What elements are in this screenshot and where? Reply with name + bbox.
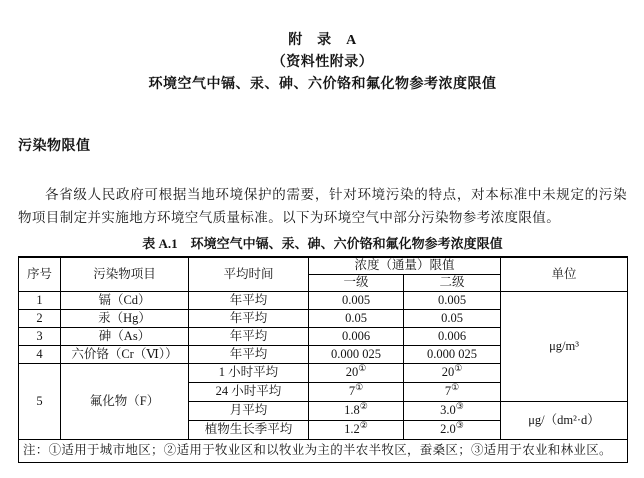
level1-value-cell: 0.05: [309, 309, 404, 327]
col-header-avg-time: 平均时间: [189, 257, 309, 291]
avg-time-cell: 年平均: [189, 327, 309, 345]
footnote-marker: ①: [451, 381, 460, 392]
footnote-marker: ②: [359, 400, 368, 411]
pollutant-cell: 汞（Hg）: [61, 309, 189, 327]
col-header-index: 序号: [19, 257, 61, 291]
level1-value-cell: 1.2②: [309, 420, 404, 439]
footnote-marker: ③: [455, 400, 464, 411]
pollutant-cell: 氟化物（F）: [61, 363, 189, 439]
avg-time-cell: 24 小时平均: [189, 382, 309, 401]
level2-value-cell: 2.0③: [404, 420, 501, 439]
col-header-level1: 一级: [309, 274, 404, 291]
avg-time-cell: 年平均: [189, 345, 309, 363]
limits-table: [18, 256, 628, 463]
avg-time-cell: 年平均: [189, 309, 309, 327]
level1-value-cell: 1.8②: [309, 401, 404, 420]
col-header-limit-group: 浓度（通量）限值: [309, 257, 501, 274]
header-row-1: [19, 257, 628, 274]
table-row-cadmium: [19, 291, 628, 309]
col-header-pollutant: 污染物项目: [61, 257, 189, 291]
footnote-marker: ①: [358, 362, 367, 373]
unit-cell-flux: μg/（dm²·d）: [501, 401, 628, 439]
pollutant-cell: 砷（As）: [61, 327, 189, 345]
avg-time-cell: 年平均: [189, 291, 309, 309]
table-note-row: [19, 439, 628, 462]
level1-value-cell: 20①: [309, 363, 404, 382]
level2-value-cell: 3.0③: [404, 401, 501, 420]
index-cell: 1: [19, 291, 61, 309]
appendix-subtitle: （资料性附录）: [271, 55, 374, 70]
appendix-title: 附 录 A: [288, 33, 357, 48]
level2-value-cell: 0.000 025: [404, 345, 501, 363]
avg-time-cell: 植物生长季平均: [189, 420, 309, 439]
appendix-heading: 环境空气中镉、汞、砷、六价铬和氟化物参考浓度限值: [148, 77, 497, 92]
avg-time-cell: 月平均: [189, 401, 309, 420]
title-block: [18, 30, 627, 96]
level1-value-cell: 0.000 025: [309, 345, 404, 363]
level2-value-cell: 0.05: [404, 309, 501, 327]
footnote-marker: ①: [454, 362, 463, 373]
level1-value-cell: 7①: [309, 382, 404, 401]
footnote-marker: ②: [359, 419, 368, 430]
index-cell: 5: [19, 363, 61, 439]
body-paragraph: 各省级人民政府可根据当地环境保护的需要，针对环境污染的特点，对本标准中未规定的污染物项目制定并实施地方环境空气质量标准。以下为环境空气中部分污染物参考浓度限值。: [18, 187, 627, 225]
level2-value-cell: 20①: [404, 363, 501, 382]
level1-value-cell: 0.006: [309, 327, 404, 345]
unit-cell-mass: μg/m³: [501, 291, 628, 401]
level2-value-cell: 7①: [404, 382, 501, 401]
table-note: 注：①适用于城市地区；②适用于牧业区和以牧业为主的半农半牧区，蚕桑区；③适用于农业和林业区。: [19, 439, 628, 462]
index-cell: 2: [19, 309, 61, 327]
level1-value-cell: 0.005: [309, 291, 404, 309]
index-cell: 4: [19, 345, 61, 363]
pollutant-cell: 六价铬（Cr（Ⅵ））: [61, 345, 189, 363]
footnote-marker: ③: [455, 419, 464, 430]
section-heading: 污染物限值: [18, 139, 91, 154]
col-header-level2: 二级: [404, 274, 501, 291]
table-caption: 表 A.1 环境空气中镉、汞、砷、六价铬和氟化物参考浓度限值: [142, 236, 503, 251]
avg-time-cell: 1 小时平均: [189, 363, 309, 382]
footnote-marker: ①: [355, 381, 364, 392]
level2-value-cell: 0.006: [404, 327, 501, 345]
level2-value-cell: 0.005: [404, 291, 501, 309]
index-cell: 3: [19, 327, 61, 345]
pollutant-cell: 镉（Cd）: [61, 291, 189, 309]
col-header-unit: 单位: [501, 257, 628, 291]
